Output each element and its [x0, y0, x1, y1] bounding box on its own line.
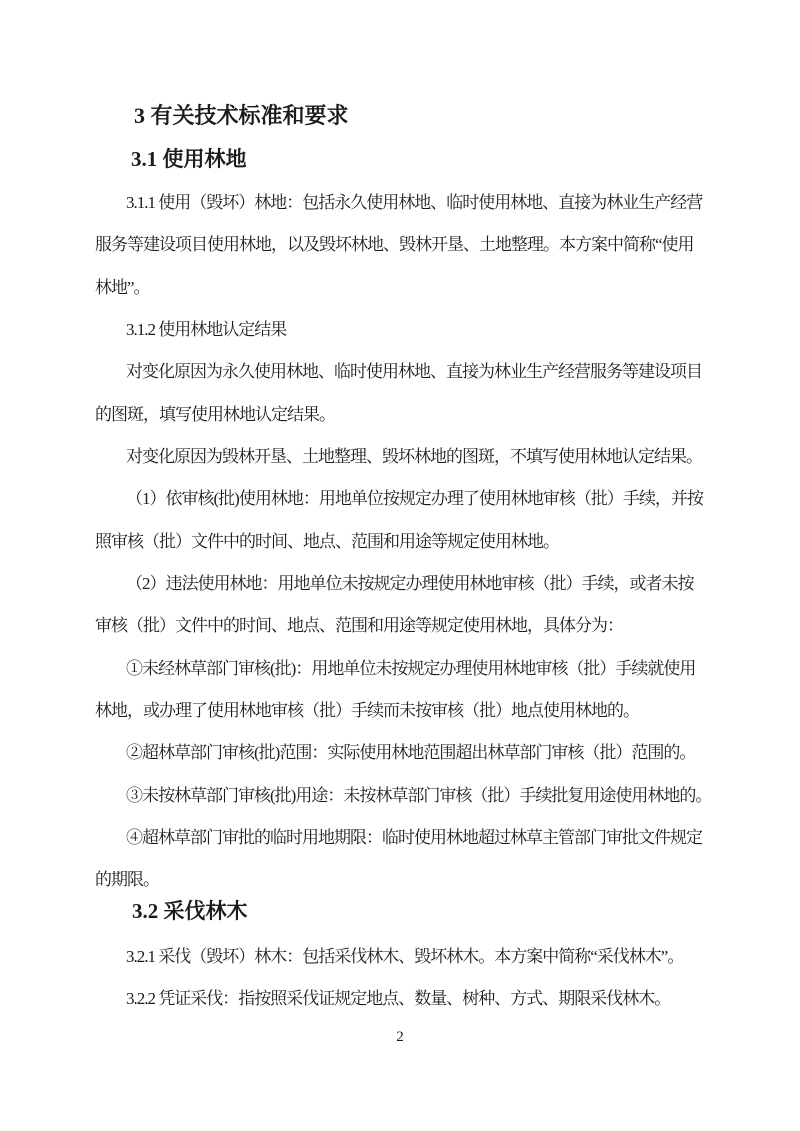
section-heading-3-1: 3.1 使用林地 [131, 147, 247, 171]
text-line: ②超林草部门审核(批)范围：实际使用林地范围超出林草部门审核（批）范围的。 [126, 743, 696, 762]
text-line: 3.1.2 使用林地认定结果 [126, 320, 287, 339]
text-line: 的期限。 [95, 870, 159, 889]
text-line: 3.2.2 凭证采伐：指按照采伐证规定地点、数量、树种、方式、期限采伐林木。 [126, 989, 671, 1008]
text-line: 对变化原因为毁林开垦、土地整理、毁坏林地的图斑，不填写使用林地认定结果。 [126, 447, 702, 466]
text-line: （2）违法使用林地：用地单位未按规定办理使用林地审核（批）手续，或者未按 [126, 574, 694, 593]
text-line: ③未按林草部门审核(批)用途：未按林草部门审核（批）手续批复用途使用林地的。 [126, 786, 712, 805]
text-line: 3.2.1 采伐（毁坏）林木：包括采伐林木、毁坏林木。本方案中简称“采伐林木”。 [126, 947, 684, 966]
text-line: ①未经林草部门审核(批)：用地单位未按规定办理使用林地审核（批）手续就使用 [126, 659, 696, 678]
page-number: 2 [396, 1029, 404, 1045]
text-line: （1）依审核(批)使用林地：用地单位按规定办理了使用林地审核（批）手续，并按 [126, 489, 703, 508]
text-line: 3.1.1 使用（毁坏）林地：包括永久使用林地、临时使用林地、直接为林业生产经营 [126, 193, 703, 212]
section-heading-3-2: 3.2 采伐林木 [132, 899, 248, 923]
text-line: 服务等建设项目使用林地，以及毁坏林地、毁林开垦、土地整理。本方案中简称“使用 [95, 235, 694, 254]
text-line: 照审核（批）文件中的时间、地点、范围和用途等规定使用林地。 [95, 532, 559, 551]
text-line: 的图斑，填写使用林地认定结果。 [95, 405, 335, 424]
text-line: 对变化原因为永久使用林地、临时使用林地、直接为林业生产经营服务等建设项目 [126, 362, 702, 381]
text-line: 林地”。 [95, 278, 150, 297]
text-line: 林地，或办理了使用林地审核（批）手续而未按审核（批）地点使用林地的。 [95, 701, 639, 720]
text-line: 审核（批）文件中的时间、地点、范围和用途等规定使用林地，具体分为： [95, 616, 623, 635]
text-line: ④超林草部门审批的临时用地期限：临时使用林地超过林草主管部门审批文件规定 [126, 828, 702, 847]
document-title: 3 有关技术标准和要求 [134, 103, 349, 128]
